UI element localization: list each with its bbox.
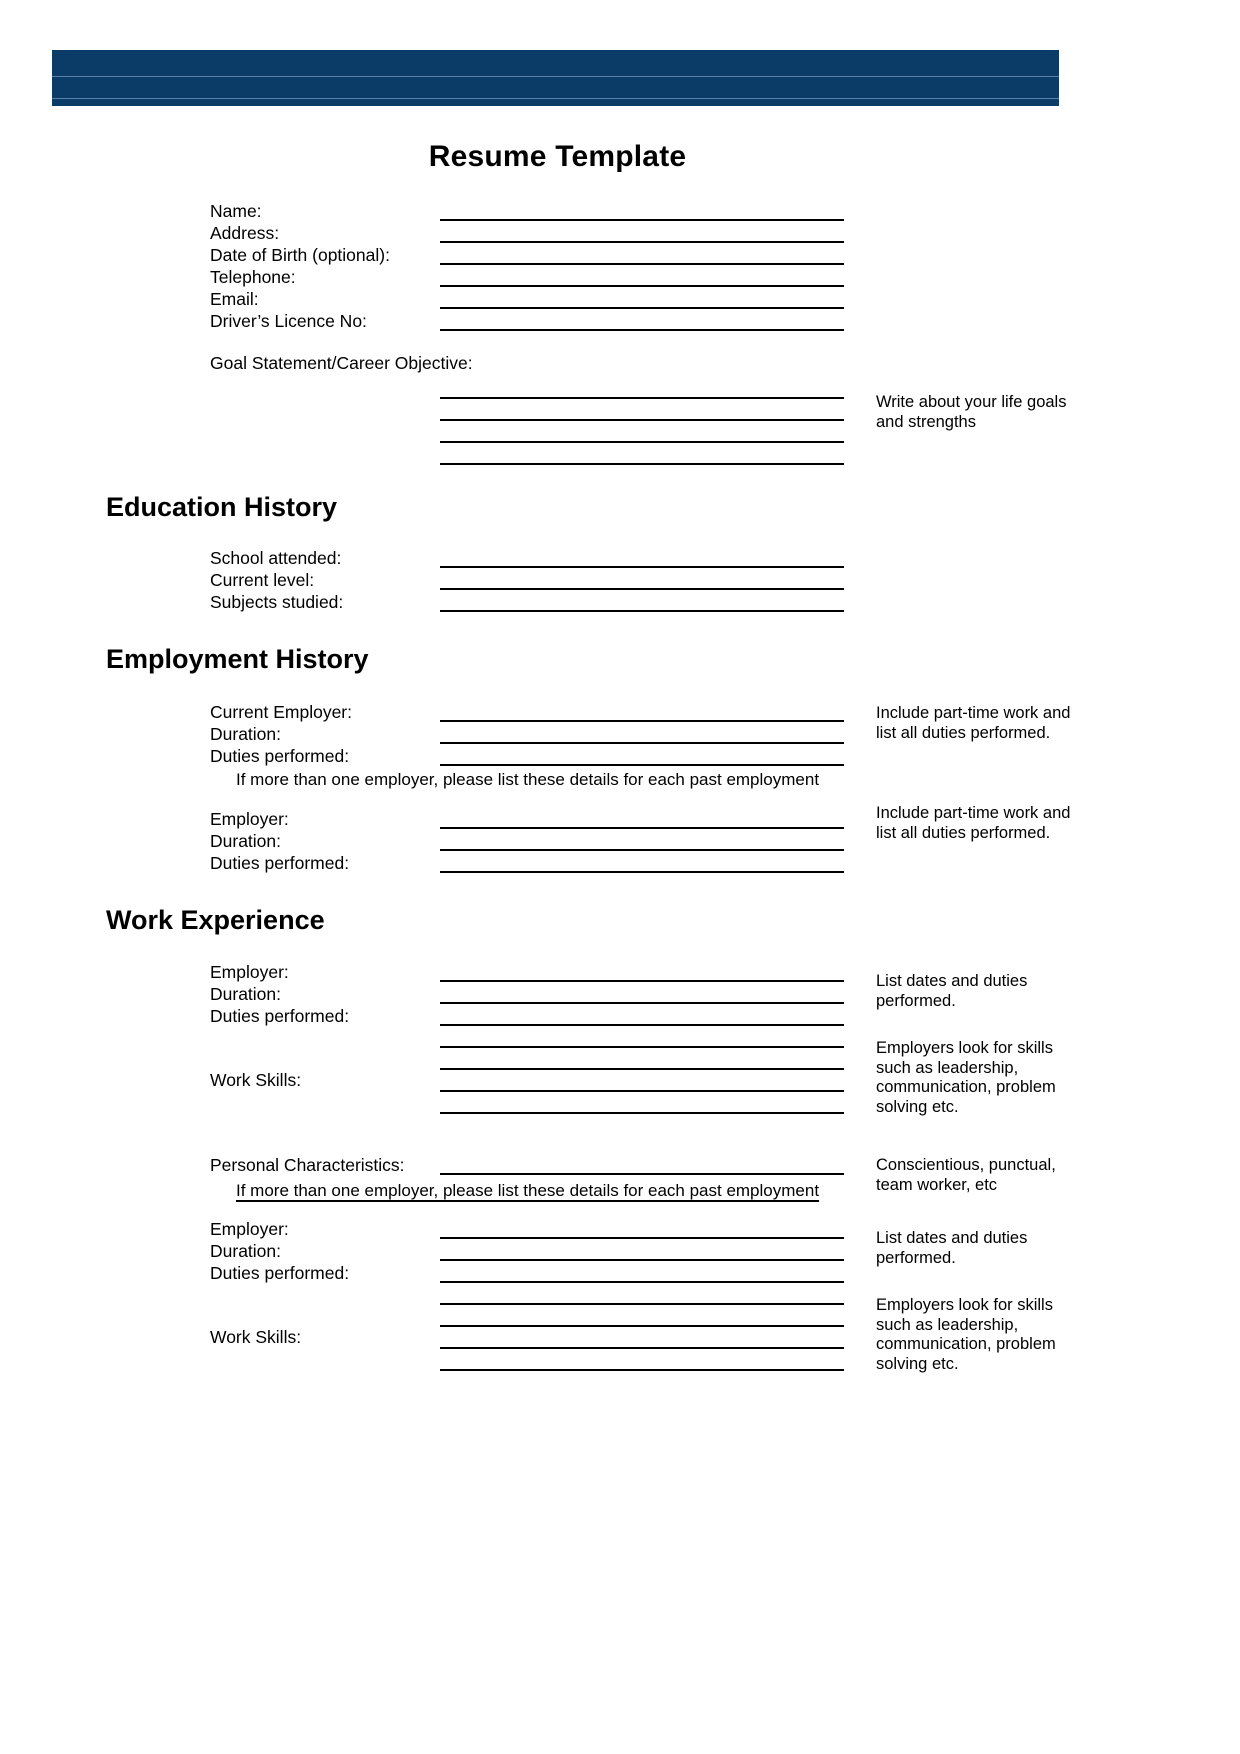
label-employment1-duties: Duties performed: xyxy=(210,746,350,766)
annotation-work2-dates: List dates and duties performed. xyxy=(876,1229,1028,1267)
label-work1-duration: Duration: xyxy=(210,984,282,1004)
input-line-goal-4[interactable] xyxy=(440,463,844,465)
annotation-goal-statement: Write about your life goals and strengths xyxy=(876,393,1067,431)
input-line-employment2-duration[interactable] xyxy=(440,849,844,851)
input-line-drivers-licence[interactable] xyxy=(440,329,844,331)
input-line-school-attended[interactable] xyxy=(440,566,844,568)
label-work1-skills: Work Skills: xyxy=(210,1070,302,1090)
input-line-personal-characteristics[interactable] xyxy=(440,1173,844,1175)
label-drivers-licence: Driver’s Licence No: xyxy=(210,311,367,331)
label-work2-duties: Duties performed: xyxy=(210,1263,350,1283)
label-date-of-birth: Date of Birth (optional): xyxy=(210,245,390,265)
input-line-email[interactable] xyxy=(440,307,844,309)
input-line-telephone[interactable] xyxy=(440,285,844,287)
label-work1-duties: Duties performed: xyxy=(210,1006,350,1026)
input-line-work1-skills-2[interactable] xyxy=(440,1090,844,1092)
label-school-attended: School attended: xyxy=(210,548,342,568)
input-line-work2-skills-1[interactable] xyxy=(440,1325,844,1327)
label-name: Name: xyxy=(210,201,262,221)
input-line-employment2-duties[interactable] xyxy=(440,871,844,873)
header-rule-upper xyxy=(52,76,1059,77)
label-work2-employer: Employer: xyxy=(210,1219,289,1239)
input-line-work1-duties[interactable] xyxy=(440,1024,844,1026)
section-heading-employment-history: Employment History xyxy=(106,644,369,674)
label-current-level: Current level: xyxy=(210,570,315,590)
input-line-work1-extra-1[interactable] xyxy=(440,1046,844,1048)
label-employment2-duration: Duration: xyxy=(210,831,282,851)
label-work2-duration: Duration: xyxy=(210,1241,282,1261)
input-line-goal-3[interactable] xyxy=(440,441,844,443)
input-line-work2-skills-2[interactable] xyxy=(440,1347,844,1349)
input-line-goal-2[interactable] xyxy=(440,419,844,421)
note-multiple-employers-work: If more than one employer, please list these details for each past employment xyxy=(236,1181,820,1200)
label-email: Email: xyxy=(210,289,259,309)
annotation-work1-dates: List dates and duties performed. xyxy=(876,972,1028,1010)
annotation-work2-skills: Employers look for skills such as leadership, communication, problem solving etc. xyxy=(876,1296,1056,1373)
page-title: Resume Template xyxy=(428,140,687,173)
input-line-work2-skills-3[interactable] xyxy=(440,1369,844,1371)
header-rule-lower xyxy=(52,98,1059,99)
annotation-employment1: Include part-time work and list all duties performed. xyxy=(876,704,1071,742)
input-line-subjects-studied[interactable] xyxy=(440,610,844,612)
input-line-current-employer[interactable] xyxy=(440,720,844,722)
input-line-work2-employer[interactable] xyxy=(440,1237,844,1239)
input-line-work2-extra-1[interactable] xyxy=(440,1303,844,1305)
label-personal-characteristics: Personal Characteristics: xyxy=(210,1155,405,1175)
input-line-goal-1[interactable] xyxy=(440,397,844,399)
input-line-work2-duration[interactable] xyxy=(440,1259,844,1261)
input-line-work2-duties[interactable] xyxy=(440,1281,844,1283)
label-current-employer: Current Employer: xyxy=(210,702,352,722)
input-line-work1-skills-3[interactable] xyxy=(440,1112,844,1114)
label-employment1-duration: Duration: xyxy=(210,724,282,744)
annotation-personal-characteristics: Conscientious, punctual, team worker, etc xyxy=(876,1156,1056,1194)
annotation-work1-skills: Employers look for skills such as leadership, communication, problem solving etc. xyxy=(876,1039,1056,1116)
input-line-address[interactable] xyxy=(440,241,844,243)
header-banner xyxy=(52,50,1059,106)
input-line-current-level[interactable] xyxy=(440,588,844,590)
note-multiple-employers-employment: If more than one employer, please list these details for each past employment xyxy=(236,770,820,789)
annotation-employment2: Include part-time work and list all duties performed. xyxy=(876,804,1071,842)
input-line-employment1-duration[interactable] xyxy=(440,742,844,744)
input-line-work1-skills-1[interactable] xyxy=(440,1068,844,1070)
label-goal-statement: Goal Statement/Career Objective: xyxy=(210,353,473,373)
section-heading-education-history: Education History xyxy=(106,492,338,522)
section-heading-work-experience: Work Experience xyxy=(106,905,325,935)
label-subjects-studied: Subjects studied: xyxy=(210,592,344,612)
input-line-employment2-employer[interactable] xyxy=(440,827,844,829)
label-address: Address: xyxy=(210,223,280,243)
label-employment2-employer: Employer: xyxy=(210,809,289,829)
input-line-work1-employer[interactable] xyxy=(440,980,844,982)
header-bottom-band xyxy=(52,100,1059,106)
input-line-work1-duration[interactable] xyxy=(440,1002,844,1004)
label-telephone: Telephone: xyxy=(210,267,296,287)
label-work1-employer: Employer: xyxy=(210,962,289,982)
label-employment2-duties: Duties performed: xyxy=(210,853,350,873)
input-line-name[interactable] xyxy=(440,219,844,221)
input-line-employment1-duties[interactable] xyxy=(440,764,844,766)
input-line-date-of-birth[interactable] xyxy=(440,263,844,265)
label-work2-skills: Work Skills: xyxy=(210,1327,302,1347)
